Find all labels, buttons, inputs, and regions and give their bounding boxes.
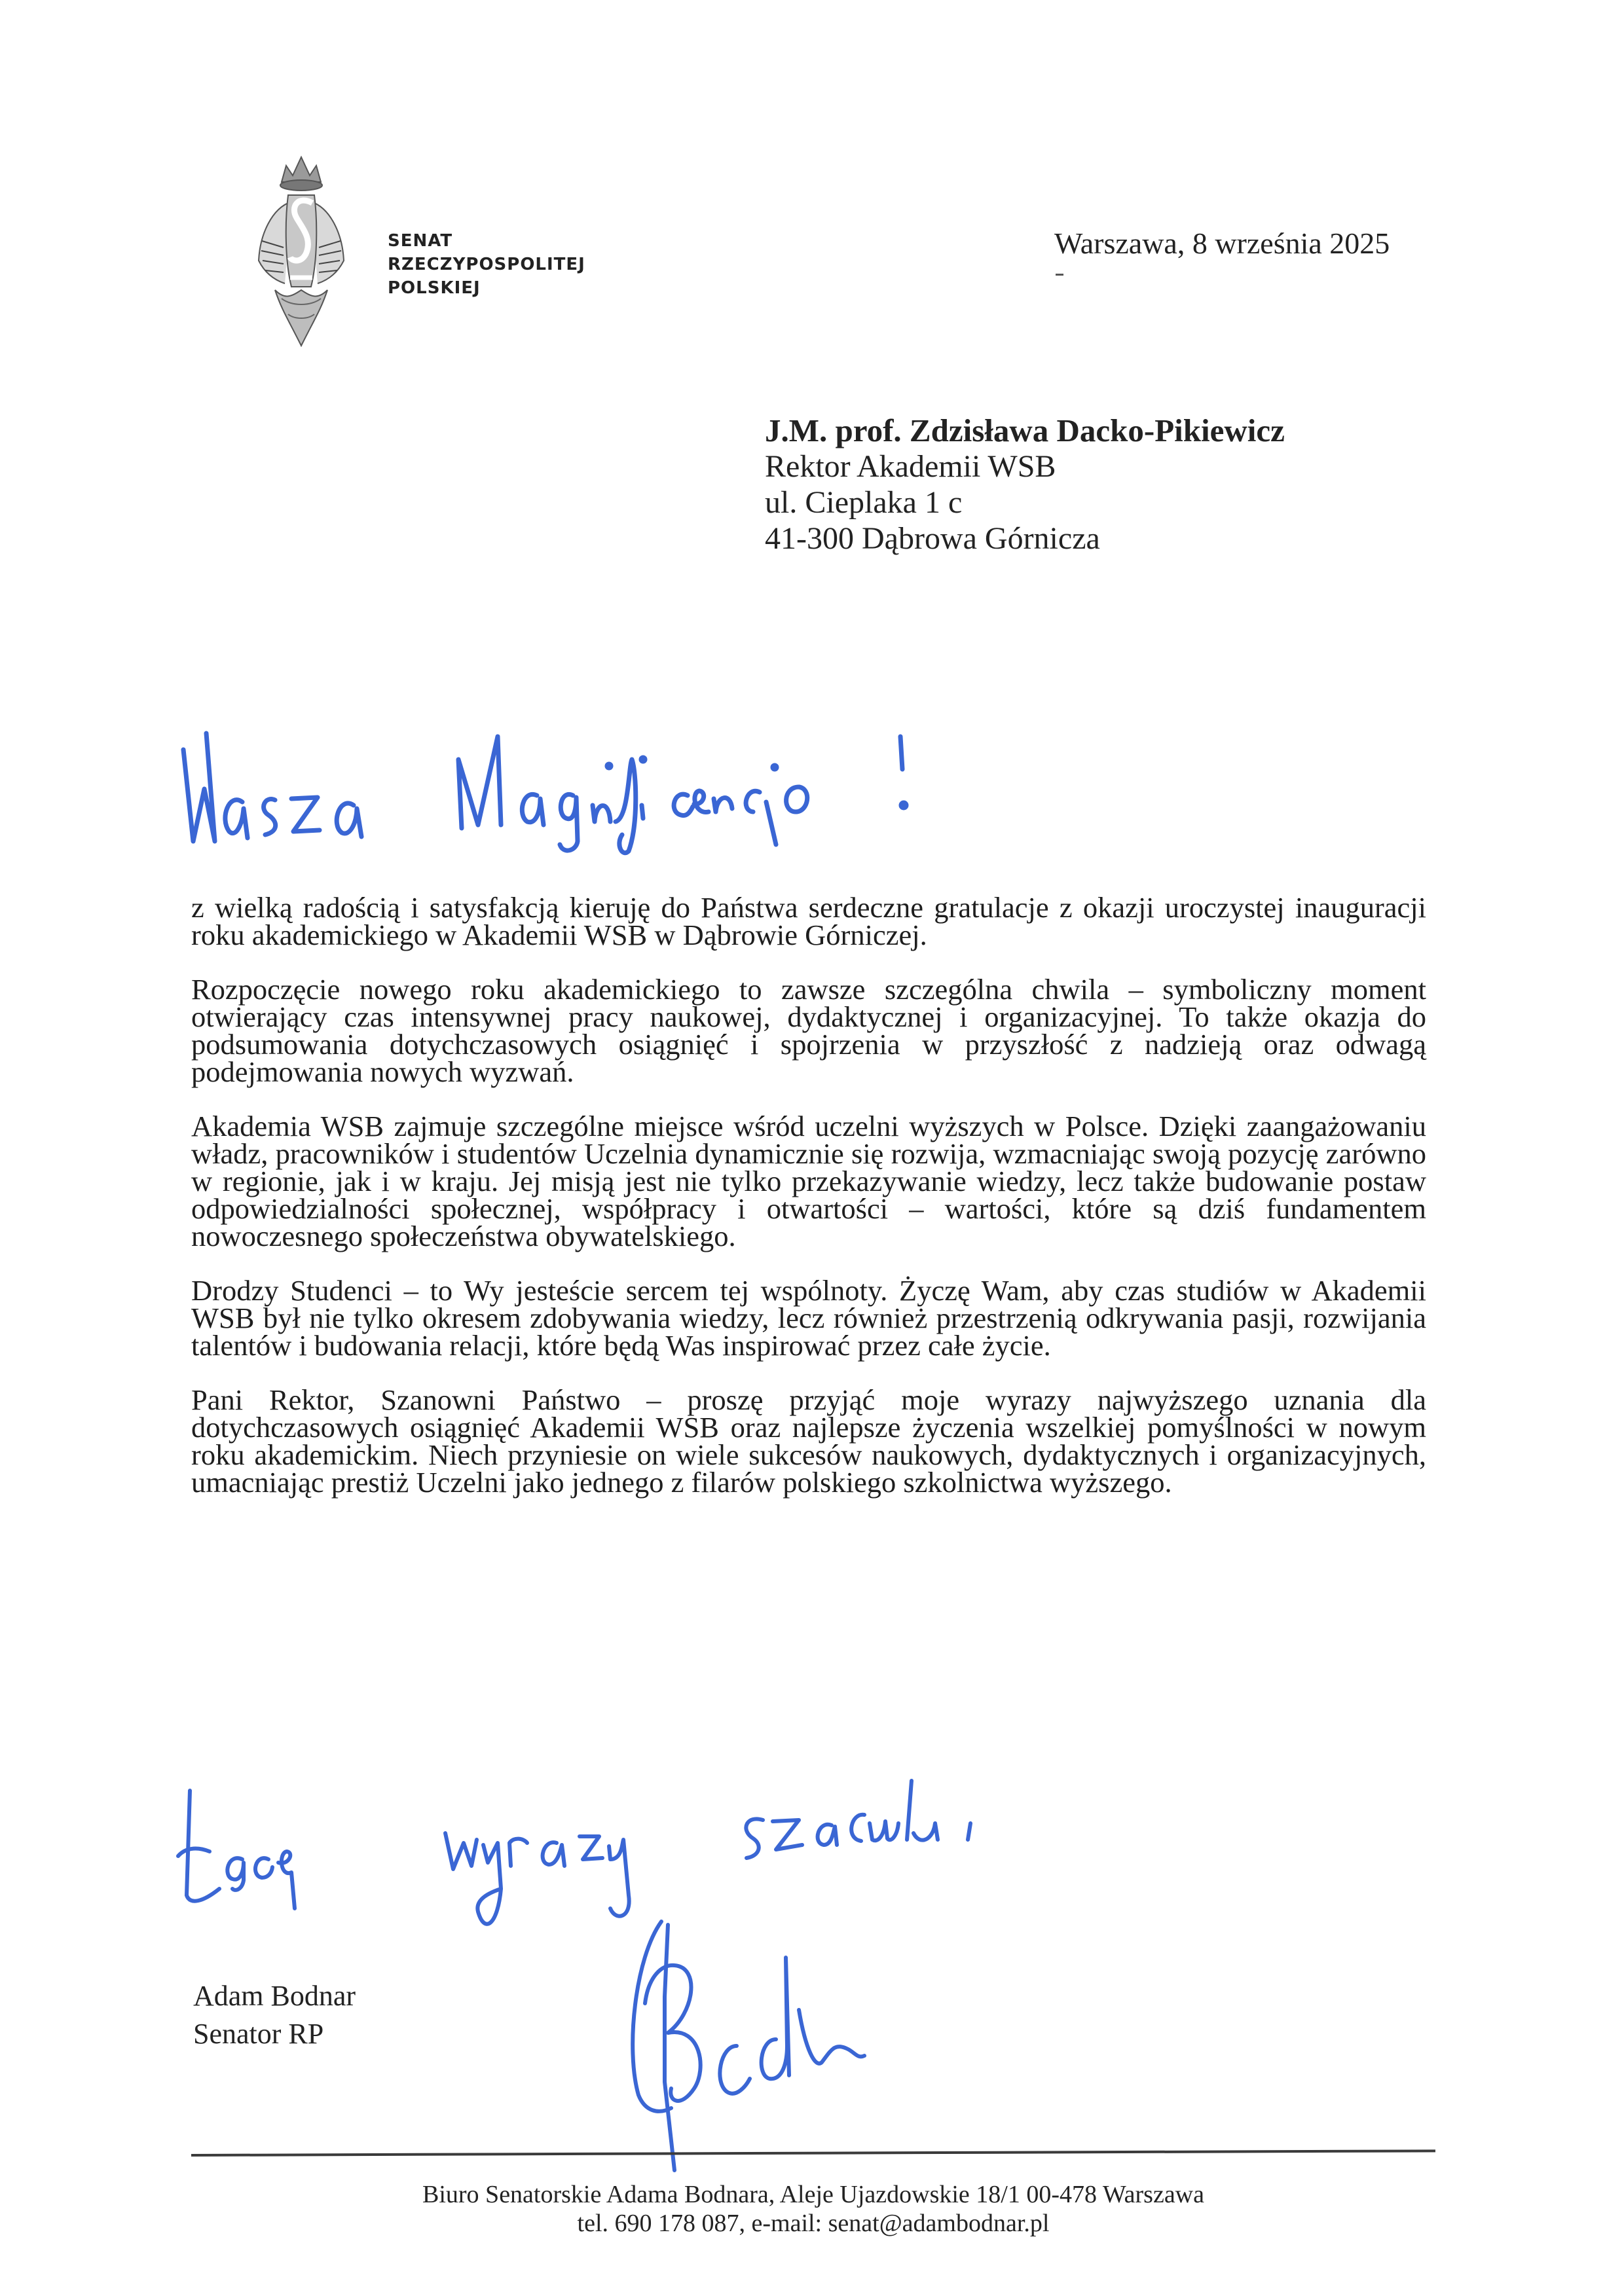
letterhead-institution — [388, 229, 585, 300]
institution-line: SENAT — [388, 231, 453, 251]
date-mark — [1056, 274, 1063, 276]
recipient-address — [765, 412, 1285, 556]
letter-body — [191, 891, 1426, 1523]
body-paragraph: Pani Rektor, Szanowni Państwo – proszę przyjąć moje wyrazy najwyższego uznania dla dotychczasowych osiągnięć Akademii WSB oraz najlepsze życzenia wszelkiej pomyślności w nowym roku akademickim. Niech przyniesie on wiele sukcesów naukowych, dydaktycznych i organizacyjnych, umacniając prestiż Uczelni jako jednego z filarów polskiego szkolnictwa wyższego. — [191, 1383, 1426, 1499]
signer-role: Senator RP — [193, 2018, 324, 2050]
body-paragraph: Akademia WSB zajmuje szczególne miejsce wśród uczelni wyższych w Polsce. Dzięki zaangażowaniu władz, pracowników i studentów Uczelnia dynamicznie się rozwija, wzmacniając swoją pozycję zarówno w regionie, jak i w kraju. Jej misją jest nie tylko przekazywanie wiedzy, lecz także budowanie postaw odpowiedzialności społecznej, współpracy i otwartości – wartości, które są dziś fundamentem nowoczesnego społeczeństwa obywatelskiego. — [191, 1110, 1426, 1252]
body-paragraph: Drodzy Studenci – to Wy jesteście sercem tej wspólnoty. Życzę Wam, aby czas studiów w Akademii WSB był nie tylko okresem zdobywania wiedzy, lecz również przestrzenią odkrywania pasji, rozwijania talentów i budowania relacji, które będą Was inspirować przez całe życie. — [191, 1274, 1426, 1362]
handwritten-salutation — [170, 727, 989, 864]
handwritten-signature — [609, 1918, 1002, 2174]
institution-line: POLSKIEJ — [388, 278, 481, 298]
body-paragraph: Rozpoczęcie nowego roku akademickiego to zawsze szczególna chwila – symboliczny moment otwierający czas intensywnej pracy naukowej, dydaktycznej i organizacyjnej. To także okazja do podsumowania dotychczasowych osiągnięć i spojrzenia w przyszłość z nadzieją oraz odwagą podejmowania nowych wyzwań. — [191, 973, 1426, 1088]
footer-contact — [191, 2180, 1435, 2238]
signer-name: Adam Bodnar — [193, 1980, 356, 2012]
institution-line: RZECZYPOSPOLITEJ — [388, 255, 585, 274]
signer-block — [193, 1977, 356, 2053]
footer-phone-email: tel. 690 178 087, e-mail: senat@adambodnar.pl — [577, 2210, 1050, 2237]
recipient-name: J.M. prof. Zdzisława Dacko-Pikiewicz — [765, 412, 1285, 448]
letter-date: Warszawa, 8 września 2025 — [1054, 227, 1390, 260]
footer-address: Biuro Senatorskie Adama Bodnara, Aleje Ujazdowskie 18/1 00-478 Warszawa — [422, 2181, 1204, 2208]
recipient-title: Rektor Akademii WSB — [765, 449, 1056, 484]
senate-eagle-emblem-icon — [252, 149, 350, 352]
recipient-street: ul. Cieplaka 1 c — [765, 485, 963, 520]
recipient-city: 41-300 Dąbrowa Górnicza — [765, 521, 1100, 556]
body-paragraph: z wielką radością i satysfakcją kieruję do Państwa serdeczne gratulacje z okazji uroczystej inauguracji roku akademickiego w Akademii WSB w Dąbrowie Górniczej. — [191, 891, 1426, 951]
